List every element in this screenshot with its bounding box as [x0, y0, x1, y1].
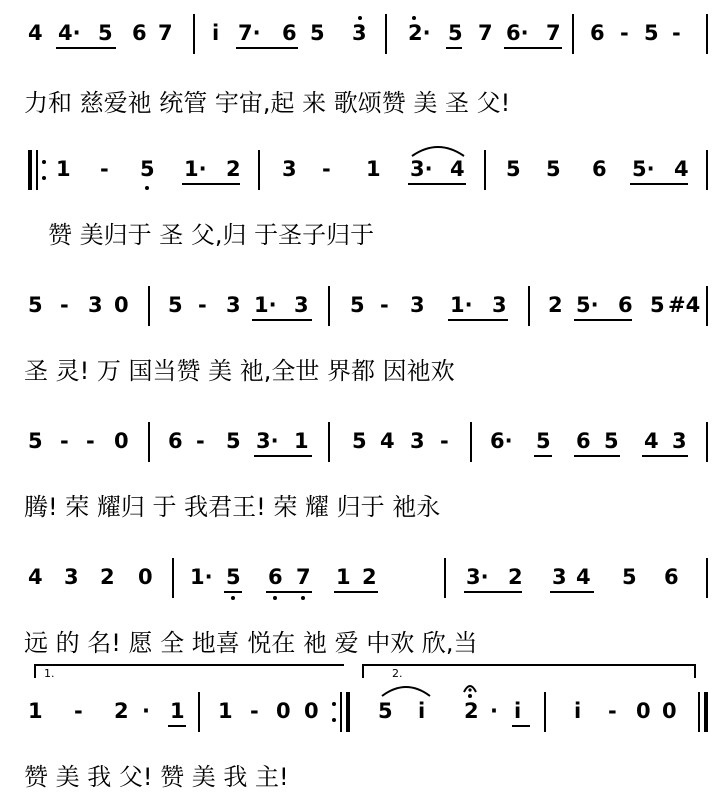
note: 0 — [138, 565, 153, 589]
barline — [198, 692, 200, 732]
note: - — [440, 429, 449, 453]
underline — [254, 455, 312, 457]
repeat-end-thin — [340, 692, 342, 732]
lyric-line: 腾! 荣 耀归 于 我君王! 荣 耀 归于 祂永 — [24, 493, 441, 521]
barline — [148, 286, 150, 326]
note: 3 — [492, 293, 507, 317]
note: 3 — [64, 565, 79, 589]
note: 6 — [664, 565, 679, 589]
volta-bracket-2 — [362, 664, 696, 678]
note: 0 — [304, 699, 319, 723]
note: i — [212, 21, 220, 45]
note: 0 — [114, 293, 129, 317]
underline — [224, 591, 242, 593]
note: 1 — [56, 157, 71, 181]
note: 5 — [350, 293, 365, 317]
note: 6 — [592, 157, 607, 181]
note: 6 — [168, 429, 183, 453]
note: 0 — [114, 429, 129, 453]
note: - — [672, 21, 681, 45]
note: i — [514, 699, 522, 723]
note: 2 — [114, 699, 129, 723]
barline — [470, 422, 472, 462]
note: 3 — [88, 293, 103, 317]
barline — [258, 150, 260, 190]
note: #4 — [668, 293, 701, 317]
note: 1· — [190, 565, 213, 589]
note: - — [322, 157, 331, 181]
note: - — [198, 293, 207, 317]
note: 5 — [98, 21, 113, 45]
note: 5 — [448, 21, 463, 45]
note: 2 — [226, 157, 241, 181]
note: · — [142, 699, 150, 723]
note: 3 — [226, 293, 241, 317]
barline — [328, 422, 330, 462]
note: 7 — [296, 565, 311, 589]
barline — [328, 286, 330, 326]
barline — [706, 14, 708, 54]
note: 4 — [28, 565, 43, 589]
note: 4 — [576, 565, 591, 589]
underline — [182, 183, 240, 185]
note: 5 — [352, 429, 367, 453]
note: 3 — [352, 21, 367, 45]
barline — [706, 286, 708, 326]
fermata-icon — [462, 680, 478, 694]
underline — [446, 47, 462, 49]
repeat-dot — [332, 702, 336, 706]
underline — [334, 591, 378, 593]
note: 5 — [536, 429, 551, 453]
underline — [266, 591, 312, 593]
barline — [172, 558, 174, 598]
note: 4· — [58, 21, 81, 45]
note: 3 — [282, 157, 297, 181]
barline — [706, 150, 708, 190]
low-dot — [231, 596, 235, 600]
note: 7 — [478, 21, 493, 45]
note: 4 — [380, 429, 395, 453]
barline — [544, 692, 546, 732]
note: 5· — [632, 157, 655, 181]
note: 5 — [604, 429, 619, 453]
note: - — [74, 699, 83, 723]
note: 5 — [140, 157, 155, 181]
note: - — [250, 699, 259, 723]
note: 1 — [366, 157, 381, 181]
note: 0 — [276, 699, 291, 723]
high-dot — [358, 16, 362, 20]
note: 3 — [294, 293, 309, 317]
note: - — [380, 293, 389, 317]
note: 1 — [336, 565, 351, 589]
underline — [512, 725, 530, 727]
note: 1· — [450, 293, 473, 317]
note: - — [86, 429, 95, 453]
barline — [193, 14, 195, 54]
note: 3· — [466, 565, 489, 589]
note: 1· — [254, 293, 277, 317]
repeat-start-thick — [28, 150, 32, 190]
underline — [642, 455, 688, 457]
lyric-line: 力和 慈爱祂 统管 宇宙,起 来 歌颂赞 美 圣 父! — [24, 89, 511, 117]
note: 0 — [662, 699, 677, 723]
low-dot — [273, 596, 277, 600]
repeat-dot — [42, 176, 46, 180]
note: 7 — [158, 21, 173, 45]
repeat-dot — [332, 718, 336, 722]
note: 6 — [132, 21, 147, 45]
note: 1· — [184, 157, 207, 181]
barline — [484, 150, 486, 190]
underline — [574, 319, 632, 321]
note: 5· — [576, 293, 599, 317]
underline — [630, 183, 688, 185]
note: 6 — [576, 429, 591, 453]
note: 5 — [378, 699, 393, 723]
tie-arc — [380, 680, 432, 698]
note: 2· — [408, 21, 431, 45]
note: 5 — [650, 293, 665, 317]
note: 3 — [672, 429, 687, 453]
note: 5 — [622, 565, 637, 589]
note: 1 — [218, 699, 233, 723]
barline — [444, 558, 446, 598]
note: 4 — [450, 157, 465, 181]
note: 7 — [546, 21, 561, 45]
lyric-line: 赞 美归于 圣 父,归 于圣子归于 — [48, 221, 375, 249]
note: 5 — [546, 157, 561, 181]
note: 4 — [644, 429, 659, 453]
note: 5 — [226, 429, 241, 453]
underline — [448, 319, 508, 321]
underline — [236, 47, 298, 49]
note: 2 — [100, 565, 115, 589]
high-dot — [412, 16, 416, 20]
note: 2 — [548, 293, 563, 317]
final-bar-thin — [698, 692, 700, 732]
barline — [148, 422, 150, 462]
final-bar-thick — [704, 692, 708, 732]
barline — [385, 14, 387, 54]
note: 5 — [506, 157, 521, 181]
note: 5 — [28, 293, 43, 317]
note: - — [608, 699, 617, 723]
repeat-end-thick — [346, 692, 350, 732]
note: 2 — [464, 699, 479, 723]
note: 3 — [410, 293, 425, 317]
low-dot — [145, 186, 149, 190]
note: 6 — [618, 293, 633, 317]
low-dot — [301, 596, 305, 600]
volta-number-2: 2. — [392, 667, 403, 680]
note: 0 — [636, 699, 651, 723]
underline — [56, 47, 116, 49]
underline — [408, 183, 466, 185]
lyric-line: 远 的 名! 愿 全 地喜 悦在 祂 爱 中欢 欣,当 — [24, 629, 478, 657]
lyric-line: 赞 美 我 父! 赞 美 我 主! — [24, 763, 289, 791]
underline — [550, 591, 594, 593]
note: 6 — [268, 565, 283, 589]
note: 5 — [644, 21, 659, 45]
note: · — [490, 699, 498, 723]
high-dot — [468, 694, 472, 698]
note: 3· — [256, 429, 279, 453]
note: 1 — [28, 699, 43, 723]
note: - — [60, 429, 69, 453]
underline — [574, 455, 620, 457]
note: 6· — [506, 21, 529, 45]
note: i — [574, 699, 582, 723]
barline — [572, 14, 574, 54]
underline — [504, 47, 562, 49]
note: 3 — [410, 429, 425, 453]
underline — [464, 591, 522, 593]
note: 1 — [170, 699, 185, 723]
barline — [528, 286, 530, 326]
note: 6 — [282, 21, 297, 45]
note: 4 — [674, 157, 689, 181]
note: 2 — [508, 565, 523, 589]
note: - — [100, 157, 109, 181]
underline — [252, 319, 312, 321]
note: 2 — [362, 565, 377, 589]
note: 3 — [552, 565, 567, 589]
note: 4 — [28, 21, 43, 45]
repeat-start-thin — [36, 150, 38, 190]
repeat-dot — [42, 160, 46, 164]
barline — [706, 422, 708, 462]
note: i — [418, 699, 426, 723]
volta-bracket-1 — [34, 664, 344, 678]
lyric-line: 圣 灵! 万 国当赞 美 祂,全世 界都 因祂欢 — [24, 357, 455, 385]
barline — [706, 558, 708, 598]
note: 3· — [410, 157, 433, 181]
note: 7· — [238, 21, 261, 45]
note: 5 — [28, 429, 43, 453]
underline — [168, 725, 186, 727]
underline — [534, 455, 552, 457]
note: - — [60, 293, 69, 317]
note: 5 — [226, 565, 241, 589]
note: 5 — [168, 293, 183, 317]
note: 6 — [590, 21, 605, 45]
note: - — [620, 21, 629, 45]
note: 5 — [310, 21, 325, 45]
volta-number-1: 1. — [44, 667, 55, 680]
note: 6· — [490, 429, 513, 453]
note: 1 — [294, 429, 309, 453]
note: - — [196, 429, 205, 453]
tie-arc — [410, 140, 466, 158]
